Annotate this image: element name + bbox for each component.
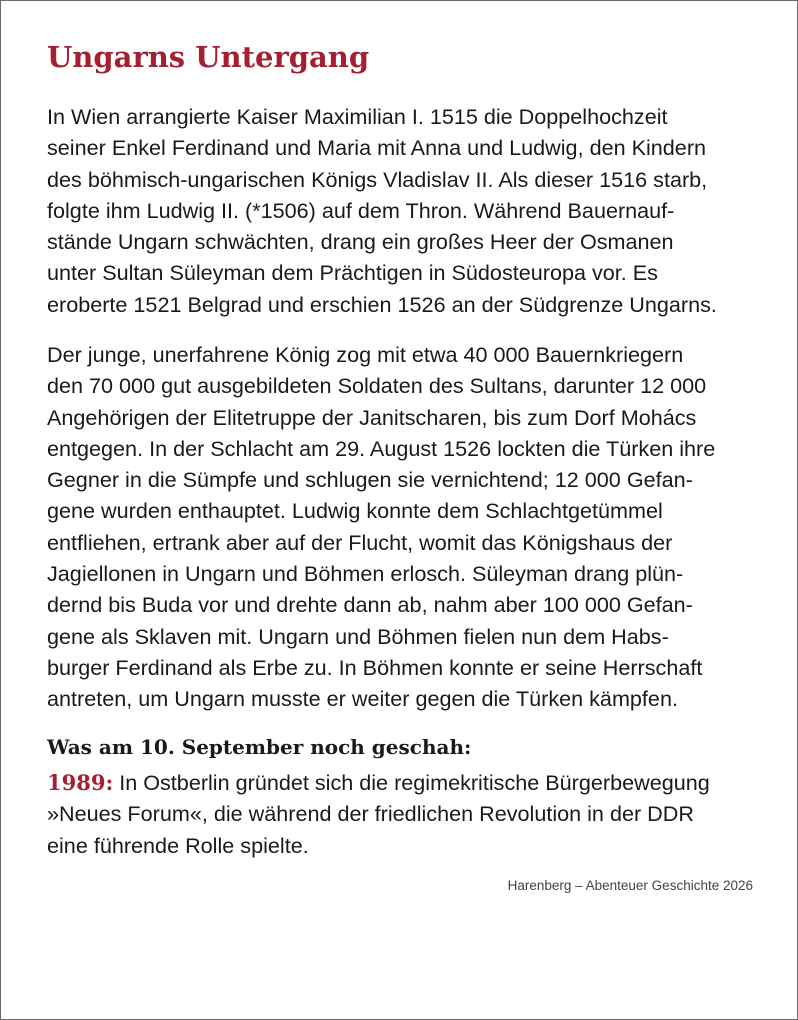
entry-year: 1989: [47, 770, 114, 795]
paragraph-line: dernd bis Buda vor und drehte dann ab, nahm aber 100 000 Gefan- [47, 592, 693, 618]
page-title: Ungarns Untergang [47, 40, 370, 74]
paragraph-line: folgte ihm Ludwig II. (*1506) auf dem Thron. Während Bauernauf- [47, 197, 675, 223]
entry-line: eine führende Rolle spielte. [47, 832, 309, 858]
paragraph-line: Der junge, unerfahrene König zog mit etwa 40 000 Bauernkriegern [47, 342, 684, 367]
paragraph-line: burger Ferdinand als Erbe zu. In Böhmen konnte er seine Herrschaft [47, 654, 703, 680]
on-this-day-entry [47, 767, 757, 861]
paragraph-line: gene als Sklaven mit. Ungarn und Böhmen fielen nun dem Habs- [47, 623, 669, 649]
paragraph-line: Gegner in die Sümpfe und schlugen sie vernichtend; 12 000 Gefan- [47, 467, 693, 493]
paragraph-line: antreten, um Ungarn musste er weiter gegen die Türken kämpfen. [47, 686, 678, 712]
paragraph-line: gene wurden enthauptet. Ludwig konnte dem Schlachtgetümmel [47, 498, 663, 524]
entry-text: In Ostberlin gründet sich die regimekritische Bürgerbewegung [113, 770, 710, 795]
paragraph-2 [47, 339, 757, 715]
paragraph-line: Jagiellonen in Ungarn und Böhmen erlosch. Süleyman drang plün- [47, 561, 684, 587]
entry-line: »Neues Forum«, die während der friedlichen Revolution in der DDR [47, 801, 694, 827]
paragraph-line: seiner Enkel Ferdinand und Maria mit Anna und Ludwig, den Kindern [47, 135, 707, 161]
paragraph-line: In Wien arrangierte Kaiser Maximilian I. 1515 die Doppelhochzeit [47, 104, 668, 129]
entry-line [47, 767, 757, 798]
paragraph-line: den 70 000 gut ausgebildeten Soldaten des Sultans, darunter 12 000 [47, 373, 707, 399]
paragraph-line: entfliehen, ertrank aber auf der Flucht, womit das Königshaus der [47, 529, 673, 555]
paragraph-1 [47, 101, 757, 320]
paragraph-line: entgegen. In der Schlacht am 29. August 1526 lockten die Türken ihre [47, 435, 716, 461]
paragraph-line: unter Sultan Süleyman dem Prächtigen in Südosteuropa vor. Es [47, 260, 658, 286]
paragraph-line: stände Ungarn schwächten, drang ein großes Heer der Osmanen [47, 229, 674, 255]
on-this-day-heading: Was am 10. September noch geschah: [47, 735, 472, 759]
publisher-credit: Harenberg – Abenteuer Geschichte 2026 [507, 878, 753, 893]
paragraph-line: eroberte 1521 Belgrad und erschien 1526 an der Südgrenze Ungarns. [47, 291, 717, 317]
paragraph-line: Angehörigen der Elitetruppe der Janitscharen, bis zum Dorf Mohács [47, 404, 697, 430]
paragraph-line: des böhmisch-ungarischen Königs Vladislav II. Als dieser 1516 starb, [47, 166, 708, 192]
